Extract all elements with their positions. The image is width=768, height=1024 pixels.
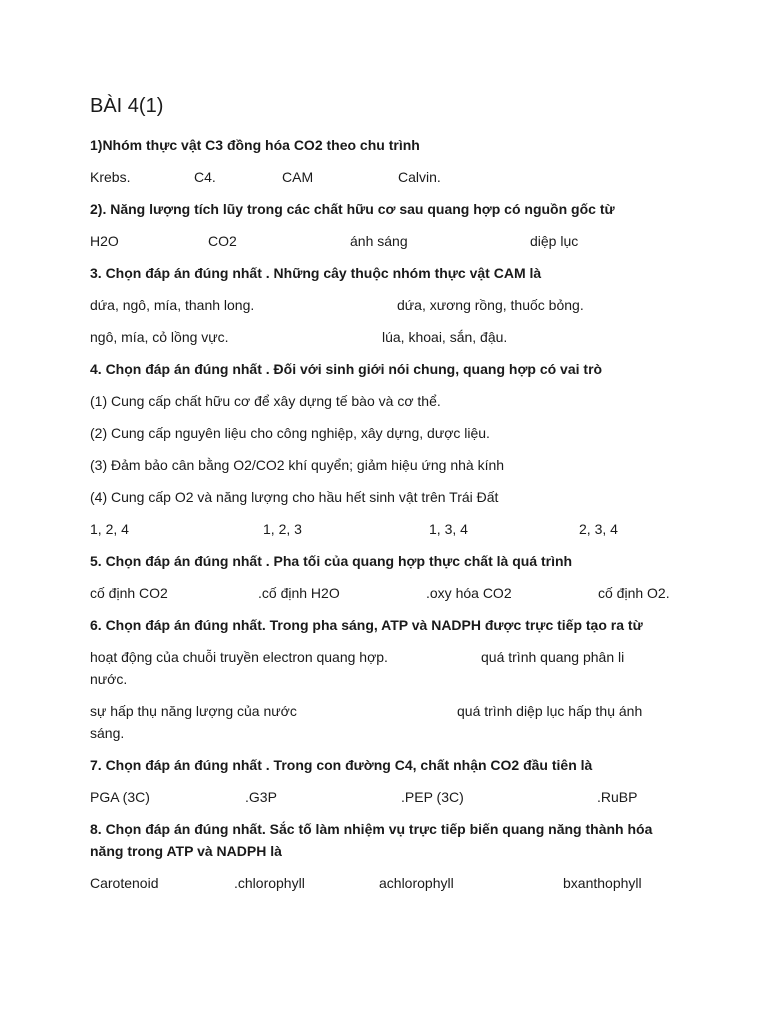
option: ánh sáng [350, 233, 408, 249]
question-5: 5. Chọn đáp án đúng nhất . Pha tối của quang hợp thực chất là quá trình [90, 553, 573, 569]
option: .RuBP [597, 789, 638, 805]
question-7: 7. Chọn đáp án đúng nhất . Trong con đường C4, chất nhận CO2 đầu tiên là [90, 757, 593, 773]
question-8-line-2: năng trong ATP và NADPH là [90, 843, 282, 859]
question-1-options [90, 166, 690, 188]
option: hoạt động của chuỗi truyền electron quang hợp. [90, 649, 388, 665]
option: cố định CO2 [90, 585, 168, 601]
option: 1, 3, 4 [429, 521, 468, 537]
question-2-options [90, 230, 690, 252]
option: Carotenoid [90, 875, 159, 891]
option: achlorophyll [379, 875, 454, 891]
option-continued: sáng. [90, 725, 125, 741]
option: .G3P [245, 789, 277, 805]
statement: (4) Cung cấp O2 và năng lượng cho hầu hết sinh vật trên Trái Đất [90, 489, 499, 505]
option: H2O [90, 233, 119, 249]
question-6-options-a [90, 646, 690, 690]
question-4: 4. Chọn đáp án đúng nhất . Đối với sinh giới nói chung, quang hợp có vai trò [90, 361, 603, 377]
option: .cố định H2O [258, 585, 340, 601]
option: C4. [194, 169, 216, 185]
document-page [90, 92, 690, 904]
option: lúa, khoai, sắn, đậu. [382, 329, 508, 345]
option: bxanthophyll [563, 875, 642, 891]
question-8-line-1: 8. Chọn đáp án đúng nhất. Sắc tố làm nhiệm vụ trực tiếp biến quang năng thành hóa [90, 821, 653, 837]
option: diệp lục [530, 233, 579, 249]
option: dứa, xương rồng, thuốc bỏng. [397, 297, 584, 313]
option: 1, 2, 4 [90, 521, 129, 537]
option: PGA (3C) [90, 789, 150, 805]
question-2: 2). Năng lượng tích lũy trong các chất hữu cơ sau quang hợp có nguồn gốc từ [90, 201, 615, 217]
question-6: 6. Chọn đáp án đúng nhất. Trong pha sáng, ATP và NADPH được trực tiếp tạo ra từ [90, 617, 643, 633]
statement: (3) Đảm bảo cân bằng O2/CO2 khí quyển; giảm hiệu ứng nhà kính [90, 457, 505, 473]
option: 1, 2, 3 [263, 521, 302, 537]
option-continued: nước. [90, 671, 128, 687]
question-7-options [90, 786, 690, 808]
question-3: 3. Chọn đáp án đúng nhất . Những cây thuộc nhóm thực vật CAM là [90, 265, 542, 281]
option: quá trình quang phân li [481, 649, 625, 665]
question-5-options [90, 582, 690, 604]
option: Calvin. [398, 169, 441, 185]
option: cố định O2. [598, 585, 670, 601]
option: CAM [282, 169, 314, 185]
question-3-options-b [90, 326, 690, 348]
question-1: 1)Nhóm thực vật C3 đồng hóa CO2 theo chu trình [90, 137, 420, 153]
option: 2, 3, 4 [579, 521, 618, 537]
option: quá trình diệp lục hấp thụ ánh [457, 703, 643, 719]
statement: (1) Cung cấp chất hữu cơ để xây dựng tế bào và cơ thể. [90, 393, 441, 409]
question-8-options [90, 872, 690, 894]
question-3-options-a [90, 294, 690, 316]
option: CO2 [208, 233, 237, 249]
option: dứa, ngô, mía, thanh long. [90, 297, 255, 313]
option: sự hấp thụ năng lượng của nước [90, 703, 297, 719]
question-4-options [90, 518, 690, 540]
statement: (2) Cung cấp nguyên liệu cho công nghiệp, xây dựng, dược liệu. [90, 425, 490, 441]
page-title: BÀI 4(1) [90, 95, 164, 117]
option: .PEP (3C) [401, 789, 464, 805]
option: .oxy hóa CO2 [426, 585, 512, 601]
option: Krebs. [90, 169, 131, 185]
question-6-options-b [90, 700, 690, 744]
option: .chlorophyll [234, 875, 305, 891]
option: ngô, mía, cỏ lồng vực. [90, 329, 229, 345]
